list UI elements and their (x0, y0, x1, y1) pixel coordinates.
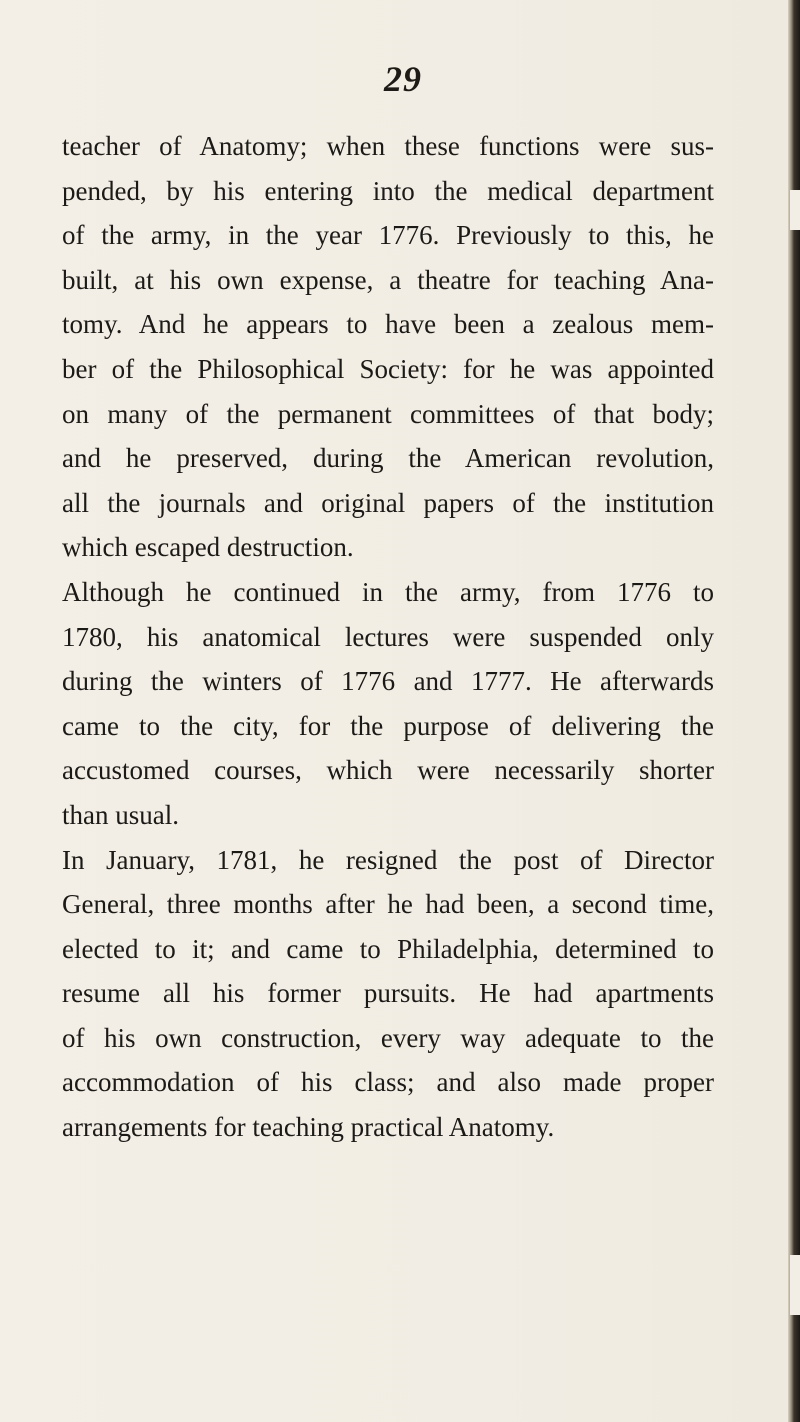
text-line: of his own construction, every way adequate to the (62, 1022, 714, 1053)
text-line: arrangements for teaching practical Anatomy. (62, 1112, 555, 1143)
text-line: 1780, his anatomical lectures were suspended only (62, 621, 714, 652)
text-line: General, three months after he had been, a second time, (62, 889, 714, 920)
text-line: and he preserved, during the American revolution, (62, 443, 714, 474)
binding-notch (790, 1255, 800, 1315)
text-line: which escaped destruction. (62, 532, 354, 563)
text-line: resume all his former pursuits. He had apartments (62, 978, 714, 1009)
text-line: came to the city, for the purpose of delivering the (62, 710, 714, 741)
text-line: during the winters of 1776 and 1777. He afterwards (62, 666, 714, 697)
text-line: built, at his own expense, a theatre for teaching Ana- (62, 264, 714, 295)
page-binding-edge (788, 0, 800, 1422)
binding-notch (790, 190, 800, 230)
text-line: Although he continued in the army, from 1776 to (62, 576, 714, 607)
text-line: accommodation of his class; and also made proper (62, 1067, 714, 1098)
text-line: teacher of Anatomy; when these functions were sus- (62, 131, 714, 161)
text-line: ber of the Philosophical Society: for he was appointed (62, 353, 714, 384)
body-text (62, 124, 714, 1150)
text-line: tomy. And he appears to have been a zealous mem- (62, 309, 714, 340)
text-line: than usual. (62, 799, 179, 830)
text-line: accustomed courses, which were necessarily shorter (62, 755, 714, 786)
text-line: of the army, in the year 1776. Previously to this, he (62, 220, 714, 251)
text-line: pended, by his entering into the medical department (62, 175, 714, 206)
text-line: elected to it; and came to Philadelphia, determined to (62, 933, 714, 964)
text-line: on many of the permanent committees of that body; (62, 398, 714, 429)
text-line: all the journals and original papers of the institution (62, 487, 714, 518)
text-line: In January, 1781, he resigned the post of Director (62, 844, 714, 875)
page-number: 29 (384, 59, 422, 99)
